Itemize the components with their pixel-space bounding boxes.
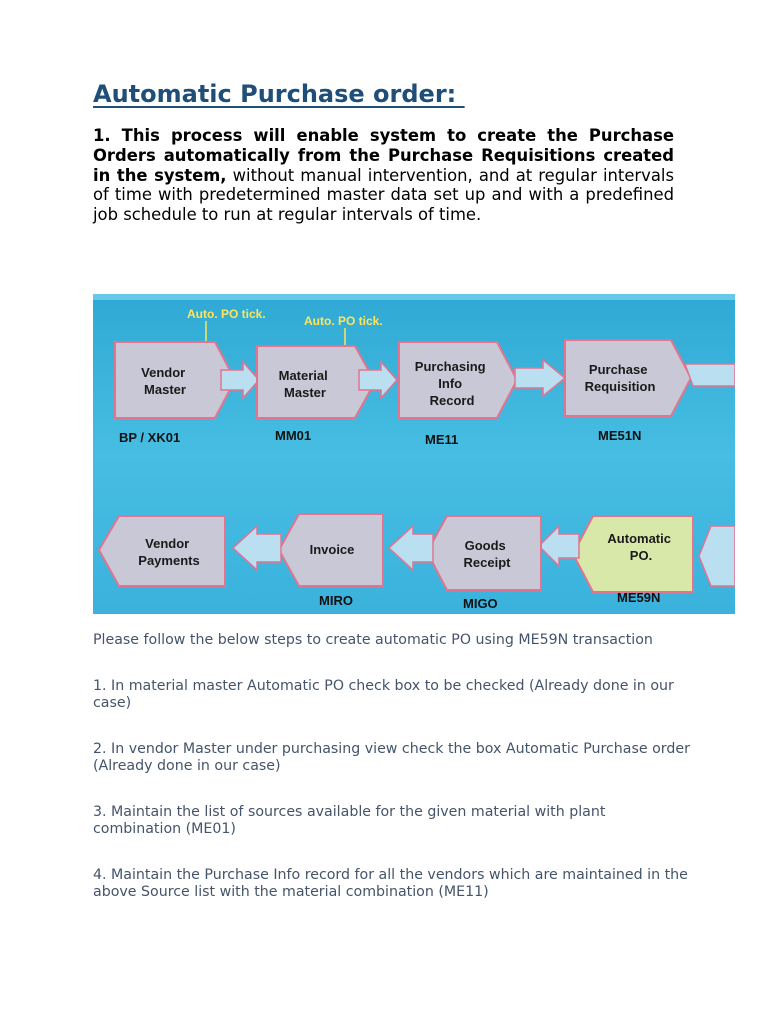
step-item-2: 2. In vendor Master under purchasing view check the box Automatic Purchase order (Already done in our case) <box>93 741 690 774</box>
step-label: Receipt <box>463 555 511 570</box>
step-label: Purchasing <box>414 359 486 374</box>
steps-intro: Please follow the below steps to create automatic PO using ME59N transaction <box>93 632 653 648</box>
step-label: Master <box>144 382 186 397</box>
page-title: Automatic Purchase order: <box>93 80 465 108</box>
intro-regular-text: without manual intervention, and at regular intervals of time with predetermined master data set up and with a predefined job schedule to run at regular intervals of time. <box>93 165 675 225</box>
auto-po-flag-label-2: Auto. PO tick. <box>304 314 383 328</box>
tcode-label: MIGO <box>463 596 498 611</box>
step-label: Requisition <box>584 379 656 394</box>
tcode-label: MIRO <box>319 593 353 608</box>
step-label: PO. <box>629 548 653 563</box>
step-vendor-payments <box>99 516 225 586</box>
step-label: Vendor <box>145 536 190 551</box>
step-label: Record <box>429 393 475 408</box>
step-item-4: 4. Maintain the Purchase Info record for all the vendors which are maintained in the above Source list with the material combination (ME11) <box>93 867 688 900</box>
step-label: Payments <box>138 553 200 568</box>
tcode-label: ME59N <box>617 590 661 605</box>
step-label: Material <box>278 368 328 383</box>
process-flow-diagram <box>93 294 735 614</box>
tcode-label: MM01 <box>275 428 312 443</box>
step-label: Invoice <box>309 542 355 557</box>
flow-arrow-to-automatic-po <box>685 364 735 386</box>
step-item-1: 1. In material master Automatic PO check box to be checked (Already done in our case) <box>93 678 674 711</box>
step-label: Info <box>438 376 463 391</box>
tcode-label: ME11 <box>425 432 459 447</box>
intro-paragraph <box>93 126 674 225</box>
step-item-3: 3. Maintain the list of sources available for the given material with plant combination (ME01) <box>93 804 606 837</box>
tcode-label: BP / XK01 <box>119 430 181 445</box>
step-label: Goods <box>464 538 506 553</box>
step-label: Vendor <box>141 365 186 380</box>
auto-po-flag-label-1: Auto. PO tick. <box>187 307 266 321</box>
tcode-label: ME51N <box>598 428 642 443</box>
instruction-steps <box>93 632 693 930</box>
step-label: Master <box>284 385 326 400</box>
step-label: Purchase <box>588 362 648 377</box>
step-label: Automatic <box>607 531 671 546</box>
intro-bold-text: 1. This process will enable system to create the Purchase Orders automatically from the Purchase Requisitions created in the system, <box>93 126 674 185</box>
